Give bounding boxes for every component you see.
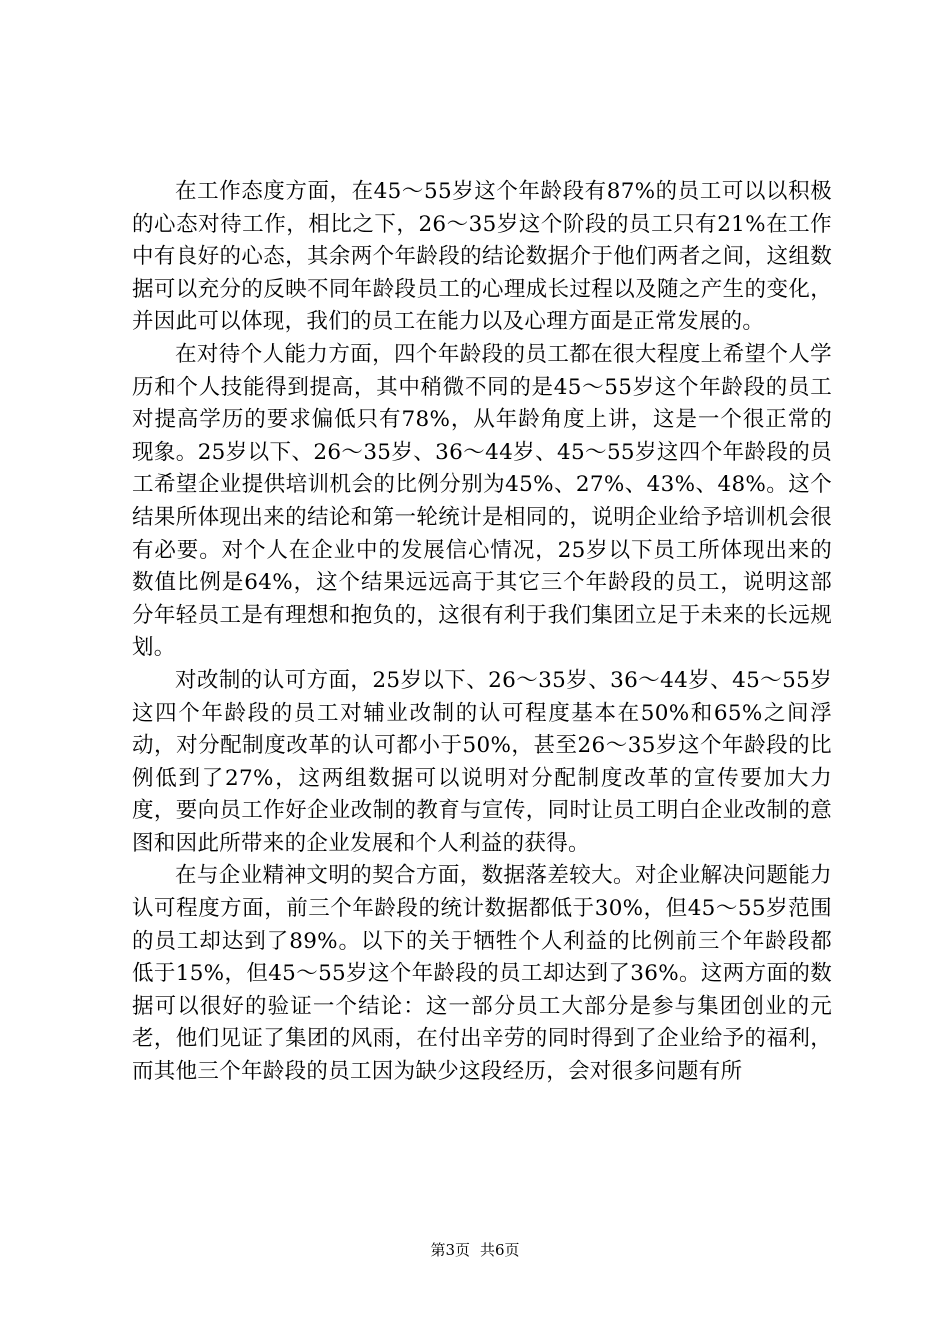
document-body xyxy=(132,176,832,1089)
paragraph-corporate-spirit: 在与企业精神文明的契合方面，数据落差较大。对企业解决问题能力认可程度方面，前三个年龄段的统计数据都低于30%，但45～55岁范围的员工却达到了89%。以下的关于牺牲个人利益的比例前三个年龄段都低于15%，但45～55岁这个年龄段的员工却达到了36%。这两方面的数据可以很好的验证一个结论：这一部分员工大部分是参与集团创业的元老，他们见证了集团的风雨，在付出辛劳的同时得到了企业给予的福利，而其他三个年龄段的员工因为缺少这段经历，会对很多问题有所 xyxy=(132,863,832,1085)
page-number: 第3页 xyxy=(430,1241,470,1259)
paragraph-restructuring: 对改制的认可方面，25岁以下、26～35岁、36～44岁、45～55岁这四个年龄段的员工对辅业改制的认可程度基本在50%和65%之间浮动，对分配制度改革的认可都小于50%，甚至26～35岁这个年龄段的比例低到了27%，这两组数据可以说明对分配制度改革的宣传要加大力度，要向员工作好企业改制的教育与宣传，同时让员工明白企业改制的意图和因此所带来的企业发展和个人利益的获得。 xyxy=(132,667,832,856)
page-footer xyxy=(0,1240,950,1260)
paragraph-work-attitude: 在工作态度方面，在45～55岁这个年龄段有87%的员工可以以积极的心态对待工作，相比之下，26～35岁这个阶段的员工只有21%在工作中有良好的心态，其余两个年龄段的结论数据介于他们两者之间，这组数据可以充分的反映不同年龄段员工的心理成长过程以及随之产生的变化，并因此可以体现，我们的员工在能力以及心理方面是正常发展的。 xyxy=(132,179,832,335)
page-total: 共6页 xyxy=(480,1241,520,1259)
paragraph-personal-ability: 在对待个人能力方面，四个年龄段的员工都在很大程度上希望个人学历和个人技能得到提高，其中稍微不同的是45～55岁这个年龄段的员工对提高学历的要求偏低只有78%，从年龄角度上讲，这是一个很正常的现象。25岁以下、26～35岁、36～44岁、45～55岁这四个年龄段的员工希望企业提供培训机会的比例分别为45%、27%、43%、48%。这个结果所体现出来的结论和第一轮统计是相同的，说明企业给予培训机会很有必要。对个人在企业中的发展信心情况，25岁以下员工所体现出来的数值比例是64%，这个结果远远高于其它三个年龄段的员工，说明这部分年轻员工是有理想和抱负的，这很有利于我们集团立足于未来的长远规划。 xyxy=(132,341,832,661)
